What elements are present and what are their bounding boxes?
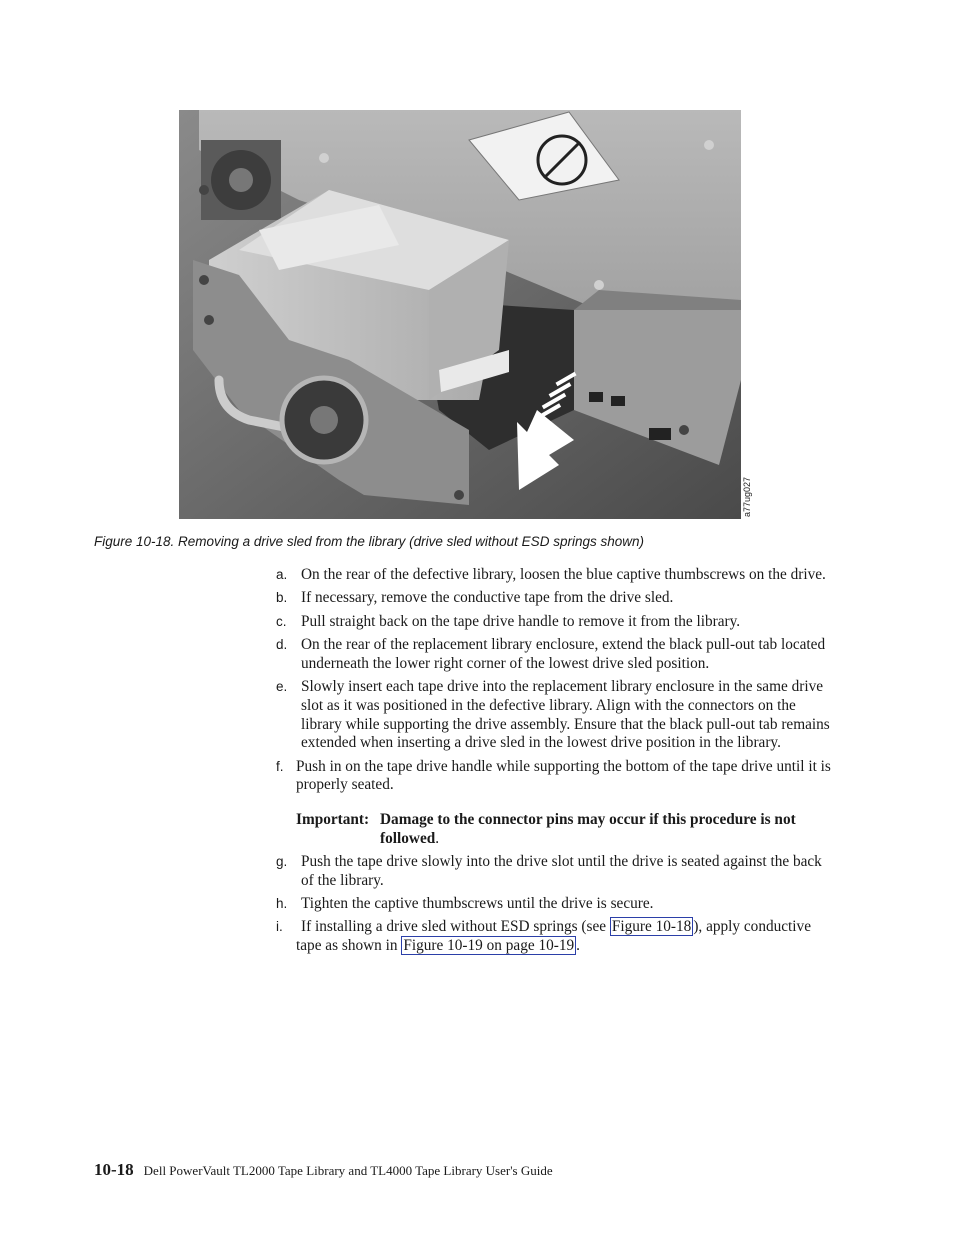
drive-sled-illustration	[179, 110, 741, 519]
step-c	[276, 613, 838, 632]
step-marker: c.	[276, 613, 287, 629]
figure-id-label: a77ug027	[742, 476, 752, 517]
step-marker: a.	[276, 567, 288, 582]
step-marker: f.	[276, 758, 284, 774]
important-note	[296, 811, 838, 849]
step-marker: i.	[276, 919, 283, 935]
figure-drive-sled-photo	[179, 110, 741, 519]
step-f	[276, 758, 838, 796]
figure-id-rotated	[742, 476, 782, 527]
step-text	[276, 918, 838, 956]
step-i-middle: ), apply conductive tape as shown in	[296, 918, 811, 955]
step-marker: h.	[276, 895, 288, 911]
important-tail: .	[435, 830, 440, 848]
important-body	[296, 811, 838, 849]
step-g	[276, 853, 838, 891]
step-h	[276, 895, 838, 914]
figure-10-19-link[interactable]: Figure 10-19 on page 10-19	[403, 937, 575, 955]
step-i-before: If installing a drive sled without ESD springs (see	[301, 918, 610, 936]
step-text: On the rear of the replacement library enclosure, extend the black pull-out tab located underneath the lower right corner of the lowest drive sled position.	[301, 635, 826, 672]
figure-10-18-link[interactable]: Figure 10-18	[611, 918, 692, 936]
step-text: Push in on the tape drive handle while supporting the bottom of the tape drive until it is properly seated.	[296, 757, 831, 794]
step-e	[276, 678, 838, 753]
important-text: Damage to the connector pins may occur if this procedure is not followed	[380, 811, 796, 848]
step-i	[276, 918, 838, 956]
step-b	[276, 589, 838, 608]
page-footer	[94, 1160, 553, 1180]
figure-caption: Figure 10-18. Removing a drive sled from the library (drive sled without ESD springs shown)	[94, 534, 644, 549]
step-a	[276, 566, 838, 585]
book-title: Dell PowerVault TL2000 Tape Library and TL4000 Tape Library User's Guide	[143, 1163, 553, 1178]
page-number: 10-18	[94, 1160, 134, 1179]
important-label: Important:	[296, 811, 370, 829]
step-text: Slowly insert each tape drive into the replacement library enclosure in the same drive slot as it was positioned in the defective library. Align with the connectors on the library while supporting the drive assembly. Ensure that the black pull-out tab remains extended when inserting a drive sled in the lowest drive position in the library.	[301, 677, 830, 752]
step-marker: d.	[276, 636, 288, 652]
step-text: Push the tape drive slowly into the drive slot until the drive is seated against the back of the library.	[301, 852, 822, 889]
procedure-steps	[276, 566, 838, 960]
step-i-after: .	[576, 937, 580, 955]
step-text: Tighten the captive thumbscrews until the drive is secure.	[301, 894, 654, 912]
step-d	[276, 636, 838, 674]
step-text: If necessary, remove the conductive tape from the drive sled.	[301, 589, 674, 607]
step-marker: b.	[276, 590, 288, 606]
step-marker: g.	[276, 853, 288, 869]
step-marker: e.	[276, 678, 288, 694]
step-text: On the rear of the defective library, loosen the blue captive thumbscrews on the drive.	[301, 566, 826, 583]
step-text: Pull straight back on the tape drive handle to remove it from the library.	[301, 612, 741, 630]
